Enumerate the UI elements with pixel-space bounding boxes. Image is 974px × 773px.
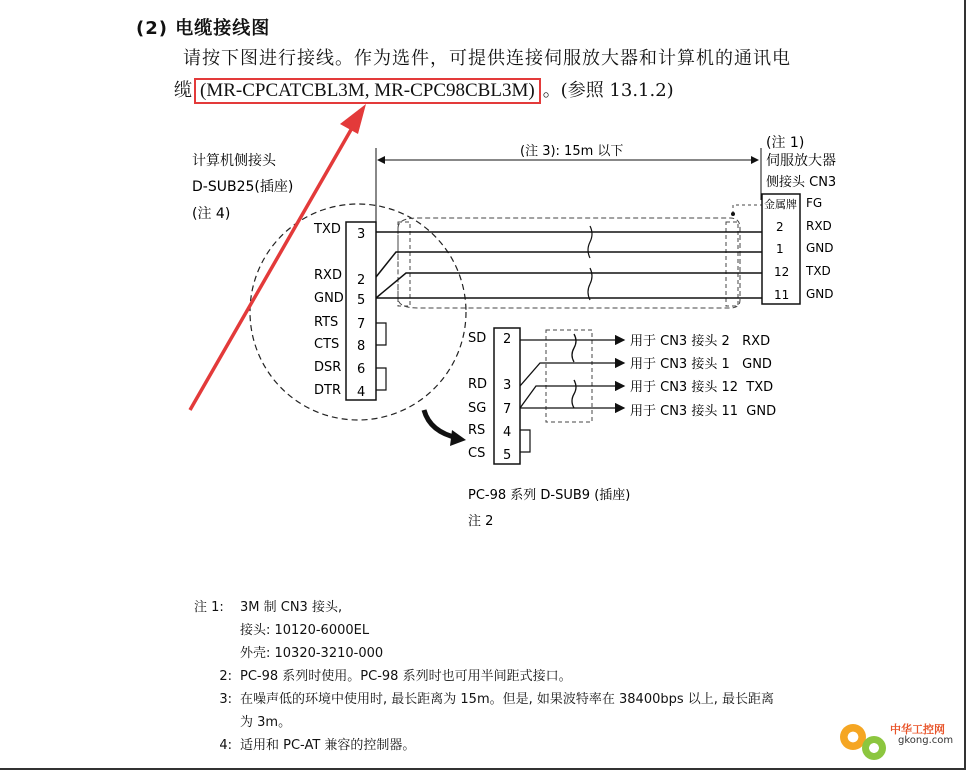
footnotes: [194, 596, 774, 757]
rs-cs-jumper: [520, 430, 530, 452]
annotation-arrow-head: [340, 104, 366, 134]
pin-signal: SG: [468, 401, 487, 416]
left-connector-note: (注 4): [192, 206, 231, 222]
pin-signal: GND: [806, 287, 834, 301]
target-label: 用于 CN3 接头 2 RXD: [630, 334, 771, 349]
pin-number: 2: [357, 273, 366, 288]
target-label: 用于 CN3 接头 11 GND: [630, 404, 777, 419]
pin-signal: RXD: [314, 268, 342, 283]
length-label: (注 3): 15m 以下: [520, 144, 624, 159]
pin-signal: TXD: [806, 264, 831, 278]
pin-signal: RXD: [806, 219, 832, 233]
note-text: 在噪声低的环境中使用时, 最长距离为 15m。但是, 如果波特率在 38400bps 以上, 最长距离: [240, 692, 775, 707]
pc98-connector: [494, 328, 520, 464]
pc98-targets: [630, 333, 776, 419]
shield-signal: FG: [806, 196, 823, 210]
note-number: 3:: [219, 692, 232, 707]
pin-number: 7: [503, 402, 512, 417]
note-2: [194, 665, 774, 688]
pin-signal: DSR: [314, 360, 342, 375]
pc98-wires: [520, 334, 624, 408]
pin-signal: CS: [468, 446, 486, 461]
pin-number: 7: [357, 317, 366, 332]
pin-signal: RTS: [314, 315, 339, 330]
left-connector-type: D-SUB25(插座): [192, 179, 294, 195]
main-wires: [376, 232, 762, 298]
shield-ground-point: [731, 212, 735, 216]
target-label: 用于 CN3 接头 12 TXD: [630, 380, 774, 395]
pin-number: 12: [774, 265, 790, 279]
pin-signal: RS: [468, 423, 486, 438]
pc98-title: PC-98 系列 D-SUB9 (插座): [468, 488, 631, 503]
note-text: 3M 制 CN3 接头,: [240, 600, 343, 615]
pin-number: 1: [776, 242, 784, 256]
cable-models-highlight: (MR-CPCATCBL3M, MR-CPC98CBL3M): [194, 78, 541, 104]
pin-number: 2: [776, 220, 784, 234]
pin-number: 4: [503, 425, 512, 440]
pin-signal: GND: [806, 241, 834, 255]
pin-signal: CTS: [314, 337, 340, 352]
pin-number: 5: [503, 448, 512, 463]
intro-text: 请按下图进行接线。作为选件，可提供连接伺服放大器和计算机的通讯电: [183, 48, 791, 69]
shield-label: 金属牌: [764, 198, 797, 211]
pin-number: 4: [357, 385, 366, 400]
section-title: (2) 电缆接线图: [136, 18, 271, 39]
right-connector-title: 伺服放大器: [766, 153, 836, 169]
note-1-connector: 接头: 10120-6000EL: [240, 623, 370, 638]
note-1-shell: 外壳: 10320-3210-000: [240, 646, 384, 661]
right-connector-note: (注 1): [766, 135, 805, 151]
note-3-continued: 为 3m。: [240, 715, 292, 730]
intro-suffix: 。(参照 13.1.2): [542, 80, 674, 101]
note-number: 4:: [219, 738, 232, 753]
pin-signal: SD: [468, 331, 487, 346]
pin-number: 3: [503, 378, 512, 393]
pc98-note: 注 2: [468, 514, 494, 529]
pin-number: 3: [357, 227, 366, 242]
note-number: 注 1:: [194, 600, 224, 615]
note-4: [194, 734, 774, 757]
twisted-pair-marks: [588, 226, 592, 300]
pin-signal: RD: [468, 377, 488, 392]
pin-number: 2: [503, 332, 512, 347]
watermark-site: gkong.com: [898, 735, 954, 746]
shield-to-fg: [733, 205, 762, 214]
pin-signal: GND: [314, 291, 344, 306]
pin-number: 8: [357, 339, 366, 354]
pin-number: 6: [357, 362, 366, 377]
pin-number: 5: [357, 293, 366, 308]
target-label: 用于 CN3 接头 1 GND: [630, 357, 772, 372]
pin-number: 11: [774, 288, 790, 302]
note-3: [194, 688, 774, 711]
intro-prefix: 缆: [174, 80, 192, 101]
dsr-dtr-jumper: [376, 368, 386, 390]
watermark: [838, 718, 964, 766]
shield-end-left: [398, 222, 410, 306]
pin-signal: DTR: [314, 383, 341, 398]
note-text: PC-98 系列时使用。PC-98 系列时也可用半间距式接口。: [240, 669, 572, 684]
wire-gnd-to-txd: [376, 273, 762, 298]
note-number: 2:: [219, 669, 232, 684]
watermark-brand: 中华工控网: [890, 723, 945, 736]
wire-rd: [520, 363, 624, 386]
rts-cts-jumper: [376, 323, 386, 345]
left-connector-title: 计算机侧接头: [192, 153, 276, 169]
note-1: [194, 596, 774, 619]
gear-icon: [862, 736, 886, 760]
curved-arrow-head: [450, 430, 466, 446]
note-text: 适用和 PC-AT 兼容的控制器。: [240, 738, 416, 753]
right-connector-subtitle: 侧接头 CN3: [766, 175, 837, 190]
pin-signal: TXD: [314, 222, 341, 237]
shield-end-right: [726, 222, 738, 306]
